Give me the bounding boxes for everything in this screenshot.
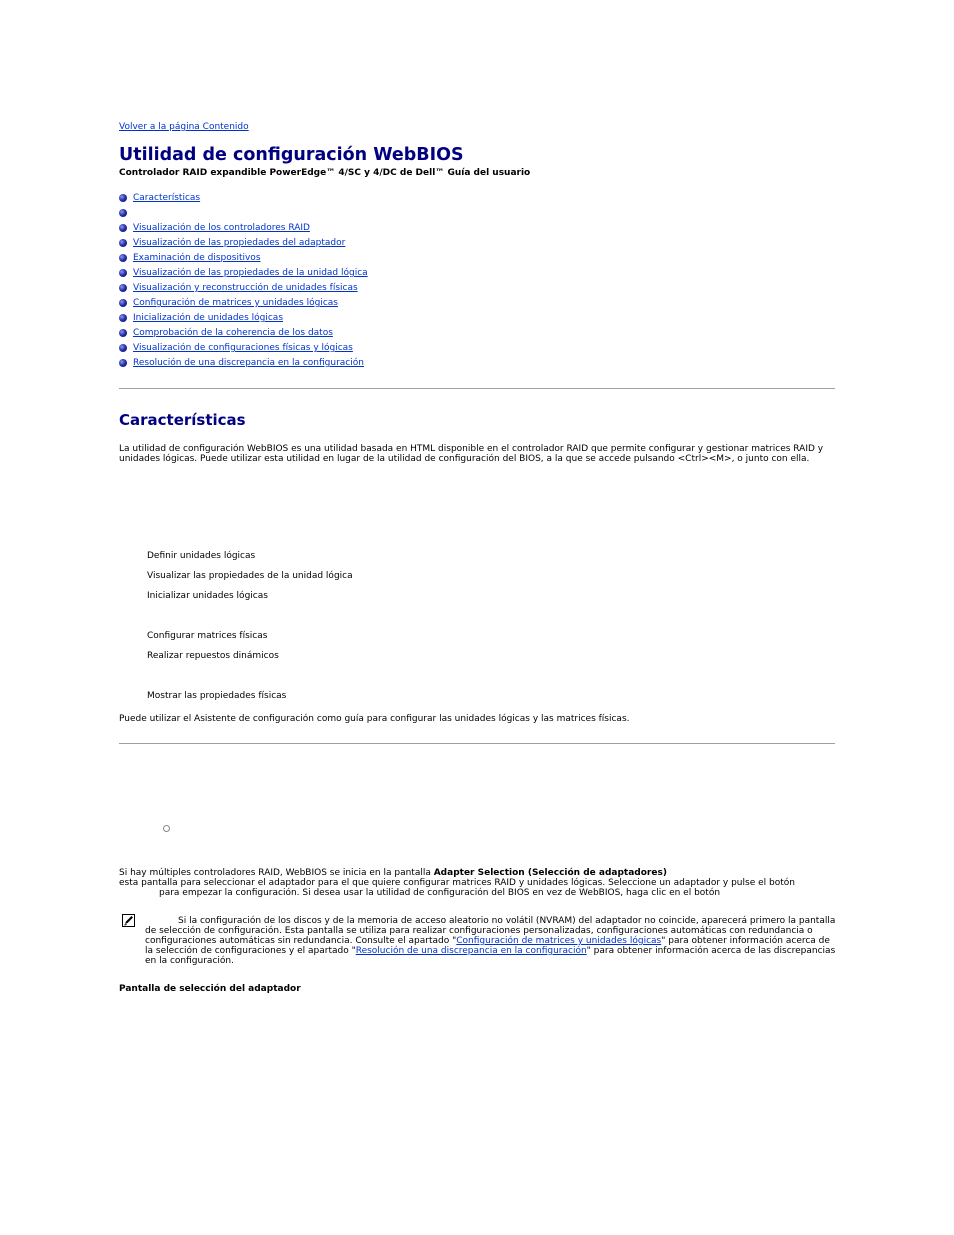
blue-bullet-icon xyxy=(119,329,127,337)
note-line-3-tail: " para obtener información acerca de xyxy=(661,936,830,946)
controllers-line-1-text: Si hay múltiples controladores RAID, WebBIOS se inicia en la pantalla xyxy=(119,868,434,878)
section-divider xyxy=(119,388,835,389)
feature-item: Configurar matrices físicas xyxy=(147,631,268,641)
note-line-4-tail: " para obtener información acerca de las discrepancias xyxy=(586,946,836,956)
controllers-line-3: para empezar la configuración. Si desea usar la utilidad de configuración del BIOS en vez de WebBIOS, haga clic en el botón xyxy=(159,888,721,898)
note-pencil-icon xyxy=(122,914,135,927)
feature-item: Mostrar las propiedades físicas xyxy=(147,691,287,701)
toc-link-configuraciones-fisicas[interactable]: Visualización de configuraciones físicas y lógicas xyxy=(133,343,353,353)
page-title: Utilidad de configuración WebBIOS xyxy=(119,145,464,165)
controllers-line-2: esta pantalla para seleccionar el adaptador para el que quiere configurar matrices RAID y unidades lógicas. Seleccione un adaptador y pulse el botón xyxy=(119,878,795,888)
toc-link-reconstruccion[interactable]: Visualización y reconstrucción de unidades físicas xyxy=(133,283,358,293)
note-line-3 xyxy=(145,936,830,946)
blue-bullet-icon xyxy=(119,209,127,217)
section-heading-caracteristicas: Características xyxy=(119,411,246,429)
adapter-selection-label: Adapter Selection (Selección de adaptadores) xyxy=(433,868,667,878)
feature-item: Realizar repuestos dinámicos xyxy=(147,651,279,661)
toc-link-inicializacion[interactable]: Inicialización de unidades lógicas xyxy=(133,313,284,323)
feature-item: Inicializar unidades lógicas xyxy=(147,591,268,601)
blue-bullet-icon xyxy=(119,269,127,277)
blue-bullet-icon xyxy=(119,254,127,262)
toc-link-configuracion-matrices[interactable]: Configuración de matrices y unidades lógicas xyxy=(133,298,338,308)
figure-caption: Pantalla de selección del adaptador xyxy=(119,984,301,994)
controllers-line-1 xyxy=(119,868,667,878)
toc-link-propiedades-unidad[interactable]: Visualización de las propiedades de la unidad lógica xyxy=(133,268,368,278)
intro-line-1: La utilidad de configuración WebBIOS es una utilidad basada en HTML disponible en el controlador RAID que permite configurar y gestionar matrices RAID y xyxy=(119,444,824,454)
blue-bullet-icon xyxy=(119,299,127,307)
link-configuracion-matrices[interactable]: Configuración de matrices y unidades lógicas xyxy=(456,936,662,946)
intro-line-2: unidades lógicas. Puede utilizar esta utilidad en lugar de la utilidad de configuración del BIOS, a la que se accede pulsando <Ctrl><M>, o junto con ella. xyxy=(119,454,810,464)
wizard-text: Puede utilizar el Asistente de configuración como guía para configurar las unidades lógicas y las matrices físicas. xyxy=(119,714,630,724)
feature-item: Visualizar las propiedades de la unidad lógica xyxy=(147,571,353,581)
toc-link-propiedades-adaptador[interactable]: Visualización de las propiedades del adaptador xyxy=(133,238,346,248)
blue-bullet-icon xyxy=(119,194,127,202)
note-line-4-text: la selección de configuraciones y el apartado " xyxy=(145,946,356,956)
note-line-3-text: configuraciones automáticas sin redundancia. Consulte el apartado " xyxy=(145,936,457,946)
note-line-5: en la configuración. xyxy=(145,956,234,966)
toc-link-controladores[interactable]: Visualización de los controladores RAID xyxy=(133,223,310,233)
toc-link-examinacion[interactable]: Examinación de dispositivos xyxy=(133,253,261,263)
note-line-1: Si la configuración de los discos y de la memoria de acceso aleatorio no volátil (NVRAM) del adaptador no coincide, aparecerá primero la pantalla xyxy=(178,916,836,926)
note-line-4 xyxy=(145,946,835,956)
toc-link-discrepancia[interactable]: Resolución de una discrepancia en la configuración xyxy=(133,358,364,368)
section-divider xyxy=(119,743,835,744)
toc-link-caracteristicas[interactable]: Características xyxy=(133,193,201,203)
toc-link-blank[interactable] xyxy=(133,208,262,218)
blue-bullet-icon xyxy=(119,314,127,322)
toc-link-coherencia[interactable]: Comprobación de la coherencia de los datos xyxy=(133,328,333,338)
circle-bullet-icon xyxy=(163,825,170,832)
blue-bullet-icon xyxy=(119,359,127,367)
back-to-contents-link[interactable]: Volver a la página Contenido xyxy=(119,122,249,132)
note-line-2: de selección de configuración. Esta pantalla se utiliza para realizar configuraciones personalizadas, configuraciones automáticas con redundancia o xyxy=(145,926,813,936)
blue-bullet-icon xyxy=(119,224,127,232)
blue-bullet-icon xyxy=(119,284,127,292)
page-subtitle: Controlador RAID expandible PowerEdge™ 4/SC y 4/DC de Dell™ Guía del usuario xyxy=(119,168,531,178)
blue-bullet-icon xyxy=(119,239,127,247)
feature-item: Definir unidades lógicas xyxy=(147,551,256,561)
link-resolucion-discrepancia[interactable]: Resolución de una discrepancia en la configuración xyxy=(355,946,587,956)
blue-bullet-icon xyxy=(119,344,127,352)
